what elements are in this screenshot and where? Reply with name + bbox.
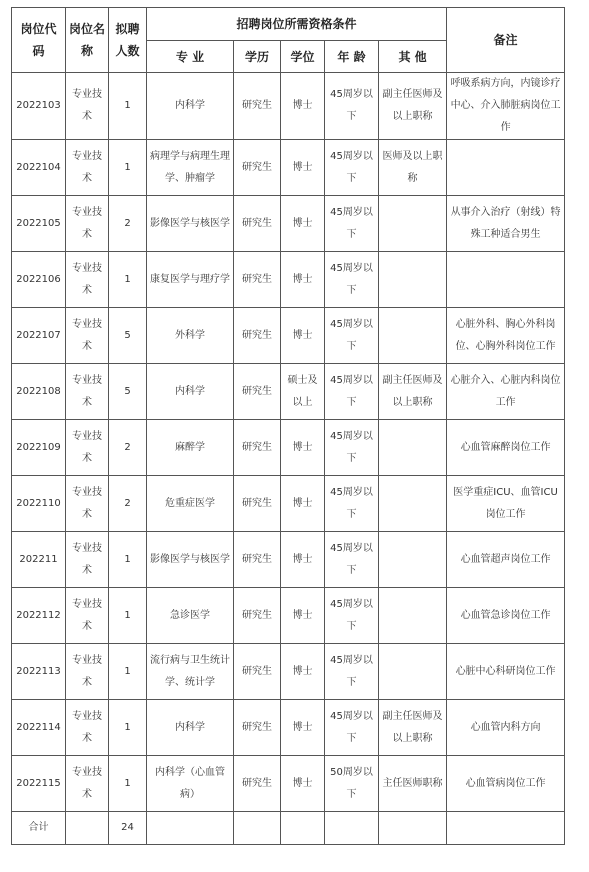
- cell-remark: [447, 140, 565, 196]
- total-empty-1: [66, 812, 109, 845]
- total-label: 合计: [12, 812, 66, 845]
- cell-count: 5: [109, 308, 147, 364]
- cell-degree: 博士: [281, 756, 325, 812]
- cell-code: 2022109: [12, 420, 66, 476]
- cell-major: 内科学: [147, 364, 234, 420]
- cell-remark: 心脏中心科研岗位工作: [447, 644, 565, 700]
- header-age: 年 龄: [325, 41, 379, 73]
- header-count: 拟聘人数: [109, 8, 147, 73]
- header-other: 其 他: [379, 41, 447, 73]
- cell-major: 急诊医学: [147, 588, 234, 644]
- cell-age: 45周岁以下: [325, 308, 379, 364]
- cell-remark: [447, 252, 565, 308]
- cell-age: 45周岁以下: [325, 252, 379, 308]
- cell-age: 45周岁以下: [325, 420, 379, 476]
- cell-degree: 博士: [281, 308, 325, 364]
- cell-name: 专业技术: [66, 420, 109, 476]
- table-row: [12, 140, 565, 196]
- cell-degree: 博士: [281, 532, 325, 588]
- cell-code: 2022104: [12, 140, 66, 196]
- header-remarks: 备注: [447, 8, 565, 73]
- cell-other: 副主任医师及以上职称: [379, 73, 447, 140]
- cell-degree: 硕士及以上: [281, 364, 325, 420]
- cell-name: 专业技术: [66, 700, 109, 756]
- cell-count: 1: [109, 588, 147, 644]
- cell-education: 研究生: [234, 588, 281, 644]
- header-row-1: [12, 8, 565, 41]
- cell-age: 45周岁以下: [325, 196, 379, 252]
- cell-degree: 博士: [281, 644, 325, 700]
- cell-age: 45周岁以下: [325, 644, 379, 700]
- cell-remark: 心血管麻醉岗位工作: [447, 420, 565, 476]
- table-row: [12, 196, 565, 252]
- cell-count: 5: [109, 364, 147, 420]
- header-qualifications: 招聘岗位所需资格条件: [147, 8, 447, 41]
- cell-age: 45周岁以下: [325, 364, 379, 420]
- cell-count: 2: [109, 476, 147, 532]
- table-row: [12, 700, 565, 756]
- cell-name: 专业技术: [66, 364, 109, 420]
- table-row: [12, 476, 565, 532]
- cell-code: 2022108: [12, 364, 66, 420]
- cell-remark: 心血管急诊岗位工作: [447, 588, 565, 644]
- cell-other: 主任医师职称: [379, 756, 447, 812]
- cell-degree: 博士: [281, 476, 325, 532]
- cell-other: [379, 308, 447, 364]
- cell-age: 45周岁以下: [325, 140, 379, 196]
- cell-count: 1: [109, 756, 147, 812]
- cell-code: 2022106: [12, 252, 66, 308]
- cell-count: 2: [109, 420, 147, 476]
- table-body: [12, 73, 565, 812]
- cell-education: 研究生: [234, 476, 281, 532]
- cell-major: 内科学: [147, 73, 234, 140]
- table-row: [12, 644, 565, 700]
- cell-remark: 心血管病岗位工作: [447, 756, 565, 812]
- cell-other: [379, 644, 447, 700]
- cell-code: 2022115: [12, 756, 66, 812]
- table-row: [12, 532, 565, 588]
- cell-code: 2022105: [12, 196, 66, 252]
- cell-major: 内科学: [147, 700, 234, 756]
- table-row: [12, 588, 565, 644]
- total-empty-2: [147, 812, 234, 845]
- cell-other: [379, 476, 447, 532]
- cell-name: 专业技术: [66, 756, 109, 812]
- cell-degree: 博士: [281, 588, 325, 644]
- cell-code: 2022114: [12, 700, 66, 756]
- cell-other: [379, 196, 447, 252]
- cell-education: 研究生: [234, 252, 281, 308]
- cell-major: 流行病与卫生统计学、统计学: [147, 644, 234, 700]
- cell-other: 副主任医师及以上职称: [379, 364, 447, 420]
- cell-education: 研究生: [234, 700, 281, 756]
- cell-remark: 心血管内科方向: [447, 700, 565, 756]
- table-row: [12, 420, 565, 476]
- cell-code: 202211: [12, 532, 66, 588]
- cell-code: 2022113: [12, 644, 66, 700]
- header-degree: 学位: [281, 41, 325, 73]
- table-row: [12, 364, 565, 420]
- cell-name: 专业技术: [66, 644, 109, 700]
- cell-count: 1: [109, 252, 147, 308]
- total-empty-5: [325, 812, 379, 845]
- cell-name: 专业技术: [66, 140, 109, 196]
- cell-name: 专业技术: [66, 73, 109, 140]
- cell-code: 2022112: [12, 588, 66, 644]
- cell-age: 50周岁以下: [325, 756, 379, 812]
- cell-name: 专业技术: [66, 252, 109, 308]
- cell-education: 研究生: [234, 420, 281, 476]
- table-row: [12, 308, 565, 364]
- cell-remark: 心脏外科、胸心外科岗位、心胸外科岗位工作: [447, 308, 565, 364]
- cell-name: 专业技术: [66, 196, 109, 252]
- cell-other: [379, 252, 447, 308]
- total-row: [12, 812, 565, 845]
- cell-remark: 呼吸系病方向，内镜诊疗中心、介入肺脏病岗位工作: [447, 73, 565, 140]
- cell-remark: 从事介入治疗（射线）特殊工种适合男生: [447, 196, 565, 252]
- table-row: [12, 756, 565, 812]
- total-empty-4: [281, 812, 325, 845]
- cell-degree: 博士: [281, 73, 325, 140]
- cell-age: 45周岁以下: [325, 476, 379, 532]
- cell-major: 康复医学与理疗学: [147, 252, 234, 308]
- cell-count: 1: [109, 700, 147, 756]
- cell-major: 危重症医学: [147, 476, 234, 532]
- total-count: 24: [109, 812, 147, 845]
- total-empty-7: [447, 812, 565, 845]
- cell-age: 45周岁以下: [325, 73, 379, 140]
- cell-count: 1: [109, 644, 147, 700]
- total-empty-3: [234, 812, 281, 845]
- header-code: 岗位代码: [12, 8, 66, 73]
- cell-education: 研究生: [234, 532, 281, 588]
- table-row: [12, 73, 565, 140]
- cell-count: 1: [109, 532, 147, 588]
- cell-education: 研究生: [234, 756, 281, 812]
- cell-major: 影像医学与核医学: [147, 196, 234, 252]
- cell-education: 研究生: [234, 196, 281, 252]
- recruitment-table: [11, 7, 565, 845]
- cell-other: [379, 532, 447, 588]
- cell-other: 医师及以上职称: [379, 140, 447, 196]
- cell-degree: 博士: [281, 196, 325, 252]
- cell-count: 1: [109, 140, 147, 196]
- cell-major: 内科学（心血管病）: [147, 756, 234, 812]
- total-empty-6: [379, 812, 447, 845]
- cell-degree: 博士: [281, 252, 325, 308]
- cell-code: 2022110: [12, 476, 66, 532]
- cell-degree: 博士: [281, 420, 325, 476]
- cell-remark: 心血管超声岗位工作: [447, 532, 565, 588]
- cell-degree: 博士: [281, 700, 325, 756]
- header-education: 学历: [234, 41, 281, 73]
- cell-major: 麻醉学: [147, 420, 234, 476]
- cell-code: 2022103: [12, 73, 66, 140]
- cell-degree: 博士: [281, 140, 325, 196]
- cell-education: 研究生: [234, 308, 281, 364]
- cell-remark: 心脏介入、心脏内科岗位工作: [447, 364, 565, 420]
- cell-education: 研究生: [234, 644, 281, 700]
- cell-count: 2: [109, 196, 147, 252]
- cell-age: 45周岁以下: [325, 532, 379, 588]
- header-major: 专 业: [147, 41, 234, 73]
- cell-count: 1: [109, 73, 147, 140]
- cell-other: [379, 588, 447, 644]
- cell-age: 45周岁以下: [325, 588, 379, 644]
- cell-education: 研究生: [234, 364, 281, 420]
- cell-education: 研究生: [234, 73, 281, 140]
- header-name: 岗位名称: [66, 8, 109, 73]
- cell-age: 45周岁以下: [325, 700, 379, 756]
- cell-major: 病理学与病理生理学、肿瘤学: [147, 140, 234, 196]
- cell-other: [379, 420, 447, 476]
- cell-name: 专业技术: [66, 308, 109, 364]
- cell-name: 专业技术: [66, 532, 109, 588]
- cell-major: 影像医学与核医学: [147, 532, 234, 588]
- cell-major: 外科学: [147, 308, 234, 364]
- table-row: [12, 252, 565, 308]
- cell-other: 副主任医师及以上职称: [379, 700, 447, 756]
- cell-code: 2022107: [12, 308, 66, 364]
- cell-remark: 医学重症ICU、血管ICU岗位工作: [447, 476, 565, 532]
- cell-name: 专业技术: [66, 588, 109, 644]
- cell-name: 专业技术: [66, 476, 109, 532]
- cell-education: 研究生: [234, 140, 281, 196]
